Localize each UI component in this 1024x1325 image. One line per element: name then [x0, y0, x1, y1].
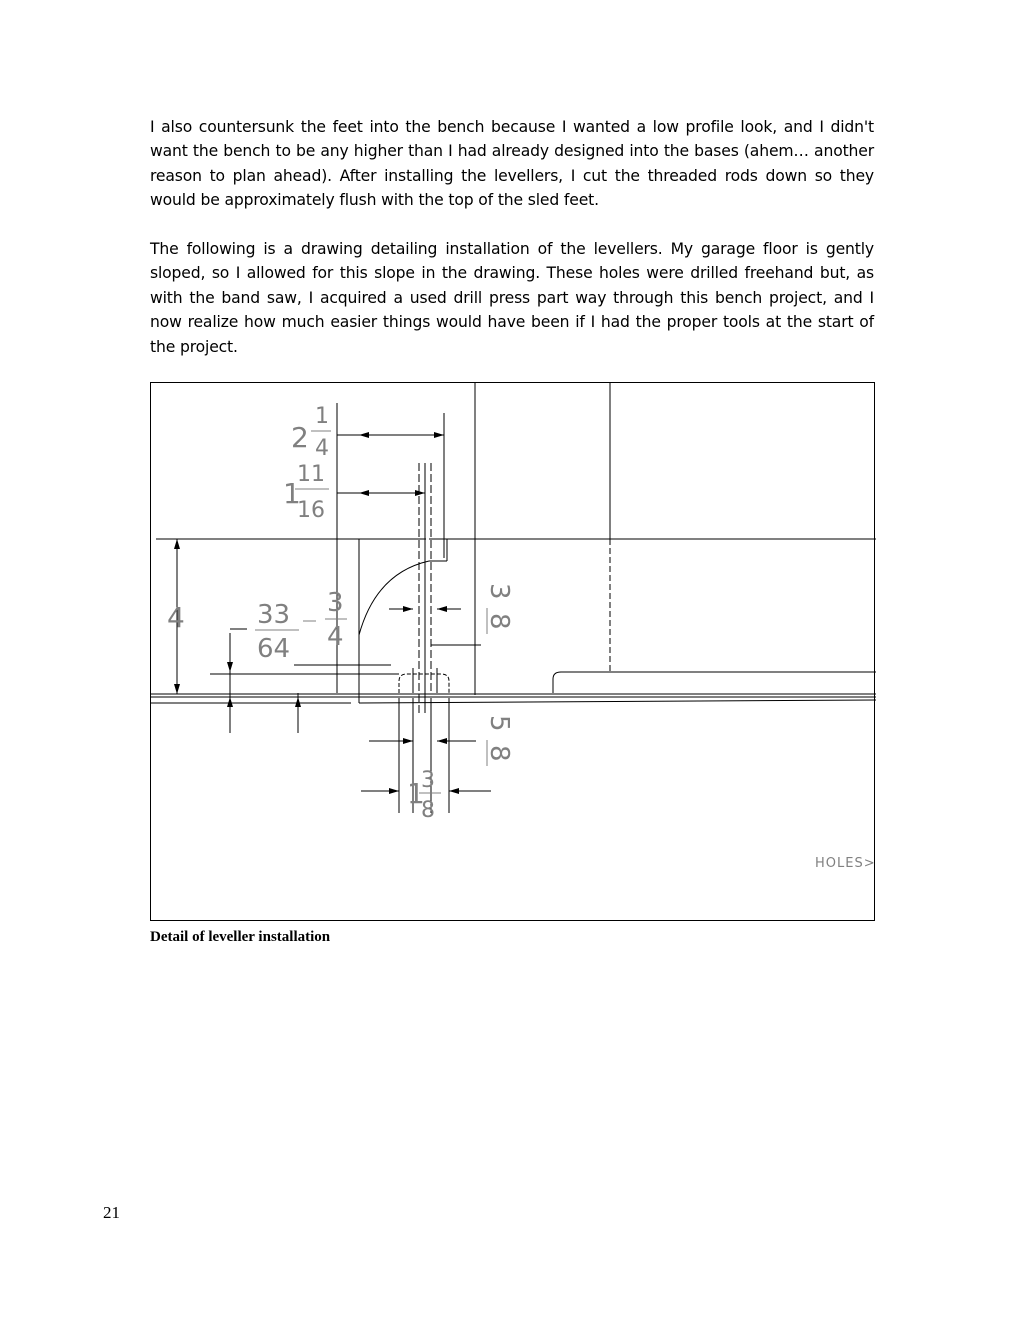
dim-1-3-8-whole: 1 — [407, 777, 425, 810]
dim-3-4-den: 4 — [327, 622, 344, 652]
paragraph-countersunk-feet: I also countersunk the feet into the bench because I wanted a low profile look, and I didn't want the bench to be any higher than I had already designed into the bases (ahem… another reason to plan ahead). After installing the levellers, I cut the threaded rods down so they would be approximately flush with the top of the sled feet. — [150, 118, 874, 210]
dim-2-1-4-num: 1 — [315, 404, 329, 429]
holes-layer-label: HOLES> — [815, 856, 876, 871]
dim-33-64-num: 33 — [257, 600, 291, 630]
dim-1-11-16-den: 16 — [297, 498, 325, 523]
dim-5-8-den: 8 — [484, 745, 514, 762]
dim-1-11-16-num: 11 — [297, 462, 325, 487]
dim-2-1-4-den: 4 — [315, 436, 329, 461]
figure-caption: Detail of leveller installation — [150, 929, 331, 945]
paragraph-leveller-drawing-intro: The following is a drawing detailing installation of the levellers. My garage floor is gently sloped, so I allowed for this slope in the drawing. These holes were drilled freehand but, as with the band saw, I acquired a used drill press part way through this bench project, and I now realize how much easier things would have been if I had the proper tools at the start of the project. — [150, 240, 874, 356]
dim-3-4-num: 3 — [327, 588, 344, 618]
dim-1-3-8-den: 8 — [421, 798, 435, 823]
dim-3-8-den: 8 — [484, 613, 514, 630]
page-number: 21 — [103, 1203, 120, 1222]
leveller-installation-drawing — [150, 382, 875, 921]
dim-1-11-16-whole: 1 — [283, 477, 301, 510]
dim-3-8-num: 3 — [484, 583, 514, 600]
dim-33-64-den: 64 — [257, 634, 291, 664]
dim-4: 4 — [167, 601, 185, 634]
dim-1-3-8-num: 3 — [421, 768, 435, 793]
dim-5-8-num: 5 — [484, 715, 514, 732]
dim-2-1-4-whole: 2 — [291, 421, 309, 454]
